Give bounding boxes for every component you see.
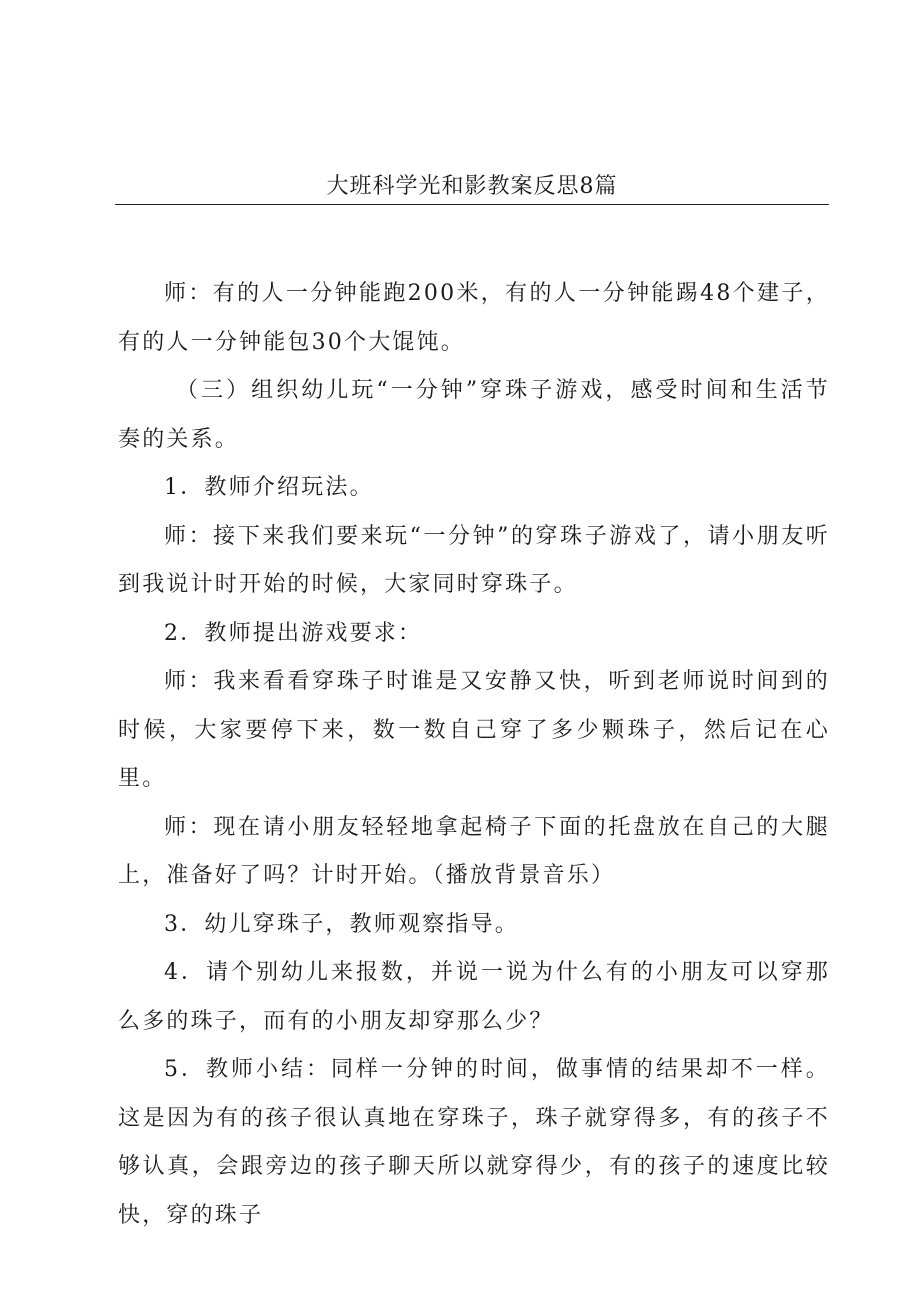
- paragraph: 5．教师小结：同样一分钟的时间，做事情的结果却不一样。这是因为有的孩子很认真地在穿珠子，珠子就穿得多，有的孩子不够认真，会跟旁边的孩子聊天所以就穿得少，有的孩子的速度比较快，穿的珠子: [118, 1057, 830, 1228]
- paragraph: 师：现在请小朋友轻轻地拿起椅子下面的托盘放在自己的大腿上，准备好了吗？计时开始。（播放背景音乐）: [118, 814, 830, 888]
- title-divider: [115, 204, 829, 205]
- paragraph: 3．幼儿穿珠子，教师观察指导。: [164, 911, 519, 937]
- document-title: 大班科学光和影教案反思8篇: [326, 174, 618, 199]
- paragraph: 2．教师提出游戏要求：: [164, 620, 423, 646]
- document-body: [118, 270, 830, 1240]
- paragraph: 1．教师介绍玩法。: [164, 475, 374, 500]
- paragraph: （三）组织幼儿玩“一分钟”穿珠子游戏，感受时间和生活节奏的关系。: [118, 378, 830, 452]
- paragraph: 师：我来看看穿珠子时谁是又安静又快，听到老师说时间到的时候，大家要停下来，数一数自己穿了多少颗珠子，然后记在心里。: [118, 669, 830, 791]
- paragraph: 4．请个别幼儿来报数，并说一说为什么有的小朋友可以穿那么多的珠子，而有的小朋友却穿那么少？: [118, 960, 830, 1034]
- paragraph: 师：接下来我们要来玩“一分钟”的穿珠子游戏了，请小朋友听到我说计时开始的时候，大家同时穿珠子。: [118, 523, 830, 597]
- paragraph: 师：有的人一分钟能跑200米，有的人一分钟能踢48个建子，有的人一分钟能包30个大馄饨。: [118, 281, 830, 355]
